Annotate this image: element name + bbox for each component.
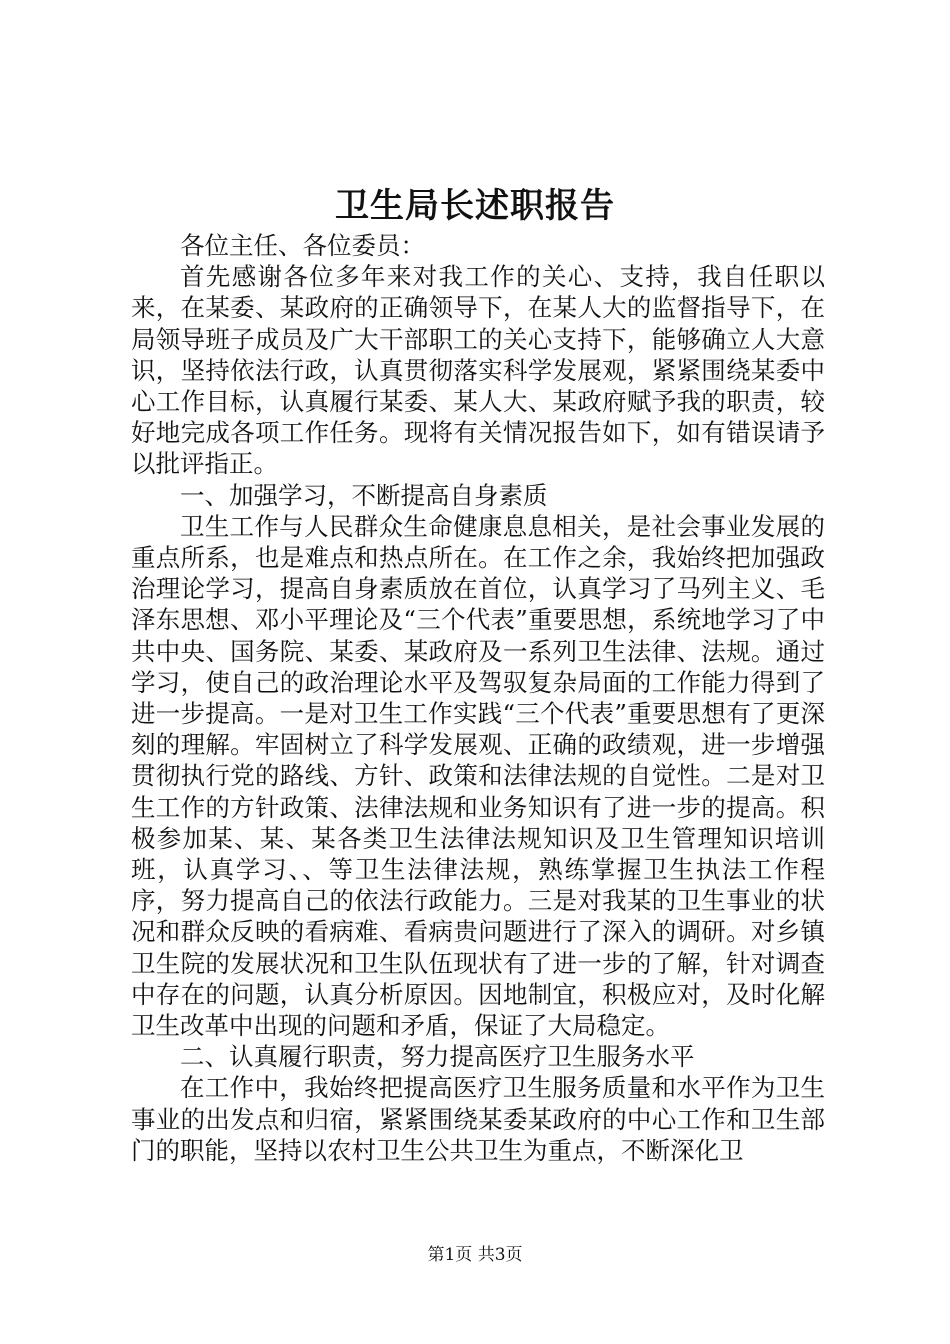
intro-paragraph: 首先感谢各位多年来对我工作的关心、支持，我自任职以来，在某委、某政府的正确领导下，在某人大的监督指导下，在局领导班子成员及广大干部职工的关心支持下，能够确立人大意识，坚持依法行政，认真贯彻落实科学发展观，紧紧围绕某委中心工作目标，认真履行某委、某人大、某政府赋予我的职责，较好地完成各项工作任务。现将有关情况报告如下，如有错误请予以批评指正。 — [131, 262, 825, 479]
section-1-paragraph: 卫生工作与人民群众生命健康息息相关，是社会事业发展的重点所系，也是难点和热点所在。在工作之余，我始终把加强政治理论学习，提高自身素质放在首位，认真学习了马列主义、毛泽东思想、邓小平理论及“三个代表”重要思想，系统地学习了中共中央、国务院、某委、某政府及一系列卫生法律、法规。通过学习，使自己的政治理论水平及驾驭复杂局面的工作能力得到了进一步提高。一是对卫生工作实践“三个代表”重要思想有了更深刻的理解。牢固树立了科学发展观、正确的政绩观，进一步增强贯彻执行党的路线、方针、政策和法律法规的自觉性。二是对卫生工作的方针政策、法律法规和业务知识有了进一步的提高。积极参加某、某、某各类卫生法律法规知识及卫生管理知识培训班，认真学习、、等卫生法律法规，熟练掌握卫生执法工作程序，努力提高自己的依法行政能力。三是对我某的卫生事业的状况和群众反映的看病难、看病贵问题进行了深入的调研。对乡镇卫生院的发展状况和卫生队伍现状有了进一步的了解，针对调查中存在的问题，认真分析原因。因地制宜，积极应对，及时化解卫生改革中出现的问题和矛盾，保证了大局稳定。 — [131, 511, 825, 1041]
page-number: 第1页 共3页 — [427, 1245, 523, 1265]
salutation: 各位主任、各位委员： — [180, 231, 425, 260]
document-body — [131, 230, 825, 1166]
section-heading-1: 一、加强学习，不断提高自身素质 — [180, 480, 548, 510]
document-title: 卫生局长述职报告 — [335, 186, 615, 226]
section-heading-2: 二、认真履行职责，努力提高医疗卫生服务水平 — [180, 1042, 695, 1072]
section-2-paragraph: 在工作中，我始终把提高医疗卫生服务质量和水平作为卫生事业的出发点和归宿，紧紧围绕某委某政府的中心工作和卫生部门的职能，坚持以农村卫生公共卫生为重点，不断深化卫 — [131, 1073, 825, 1165]
